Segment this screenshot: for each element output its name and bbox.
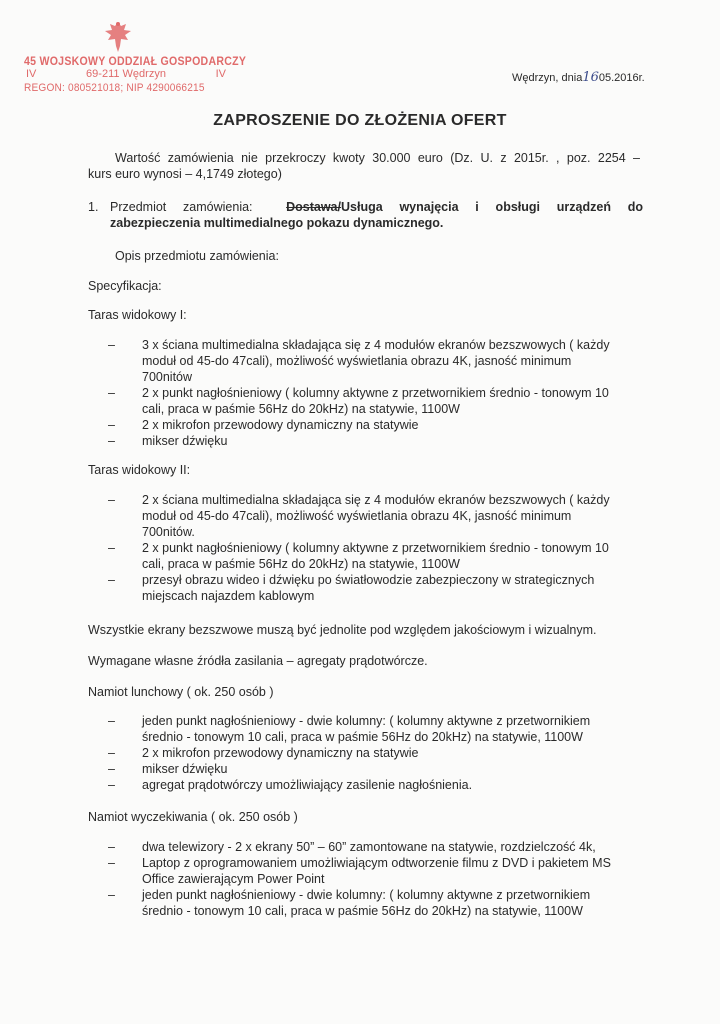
list-item: – 2 x punkt nagłośnieniowy ( kolumny aktywne z przetwornikiem średnio - tonowym 10 cali, praca w paśmie 56Hz do 20kHz) na statywie, 1100W <box>106 385 646 417</box>
namiot-wyczekiwania-heading: Namiot wyczekiwania ( ok. 250 osób ) <box>88 810 298 824</box>
list-item: – 2 x mikrofon przewodowy dynamiczny na statywie <box>106 417 646 433</box>
list-item: – 2 x punkt nagłośnieniowy ( kolumny aktywne z przetwornikiem średnio - tonowym 10 cali, praca w paśmie 56Hz do 20kHz) na statywie, 1100W <box>106 540 646 572</box>
taras-1-heading: Taras widokowy I: <box>88 308 187 322</box>
stamp-address: IV 69-211 Wędrzyn IV <box>26 68 226 80</box>
subject-of-order: 1. Przedmiot zamówienia: Dostawa/Usługa wynajęcia i obsługi urządzeń do zabezpieczenia multimedialnego pokazu dynamicznego. <box>88 200 644 230</box>
list-item: – dwa telewizory - 2 x ekrany 50” – 60” zamontowane na statywie, rozdzielczość 4k, <box>106 839 646 855</box>
specification-heading: Specyfikacja: <box>88 279 162 293</box>
list-item: – 2 x ściana multimedialna składająca się z 4 modułów ekranów bezszwowych ( każdy moduł od 45-do 47cali), możliwość wyświetlania obrazu 4K, jasność minimum 700nitów. <box>106 492 646 540</box>
list-item: – mikser dźwięku <box>106 433 646 449</box>
list-item: – jeden punkt nagłośnieniowy - dwie kolumny: ( kolumny aktywne z przetwornikiem średnio - tonowym 10 cali, praca w paśmie 56Hz do 20kHz) na statywie, 1100W <box>106 713 646 745</box>
intro-paragraph-cont: kurs euro wynosi – 4,1749 złotego) <box>88 167 282 181</box>
intro-paragraph: Wartość zamówienia nie przekroczy kwoty 30.000 euro (Dz. U. z 2015r. , poz. 2254 – <box>115 151 640 165</box>
power-requirement: Wymagane własne źródła zasilania – agregaty prądotwórcze. <box>88 654 428 668</box>
taras-1-list <box>106 337 646 449</box>
document-title: ZAPROSZENIE DO ZŁOŻENIA OFERT <box>213 112 507 129</box>
description-heading: Opis przedmiotu zamówienia: <box>115 249 279 263</box>
taras-2-heading: Taras widokowy II: <box>88 463 191 477</box>
list-item: – 2 x mikrofon przewodowy dynamiczny na statywie <box>106 745 646 761</box>
list-item: – jeden punkt nagłośnieniowy - dwie kolumny: ( kolumny aktywne z przetwornikiem średnio - tonowym 10 cali, praca w paśmie 56Hz do 20kHz) na statywie, 1100W <box>106 887 646 919</box>
struck-text: Dostawa/ <box>286 200 341 214</box>
taras-2-list <box>106 492 646 604</box>
namiot-wyczekiwania-list <box>106 839 646 919</box>
screens-requirement: Wszystkie ekrany bezszwowe muszą być jednolite pod względem jakościowym i wizualnym. <box>88 623 597 637</box>
handwritten-day: 16 <box>582 70 599 85</box>
list-item: – agregat prądotwórczy umożliwiający zasilenie nagłośnienia. <box>106 777 646 793</box>
list-item: – Laptop z oprogramowaniem umożliwiającym odtworzenie filmu z DVD i pakietem MS Office zawierającym Power Point <box>106 855 646 887</box>
namiot-lunchowy-list <box>106 713 646 793</box>
stamp-unit-name: 45 WOJSKOWY ODDZIAŁ GOSPODARCZY <box>24 54 247 68</box>
document-date: Wędrzyn, dnia1605.2016r. <box>512 70 645 85</box>
list-item: – 3 x ściana multimedialna składająca się z 4 modułów ekranów bezszwowych ( każdy moduł od 45-do 47cali), możliwość wyświetlania obrazu 4K, jasność minimum 700nitów <box>106 337 646 385</box>
namiot-lunchowy-heading: Namiot lunchowy ( ok. 250 osób ) <box>88 685 274 699</box>
stamp-regon-nip: REGON: 080521018; NIP 4290066215 <box>24 82 205 94</box>
eagle-emblem-icon <box>102 20 134 54</box>
list-item: – mikser dźwięku <box>106 761 646 777</box>
list-item: – przesył obrazu wideo i dźwięku po światłowodzie zabezpieczony w strategicznych miejscach najazdem kablowym <box>106 572 646 604</box>
